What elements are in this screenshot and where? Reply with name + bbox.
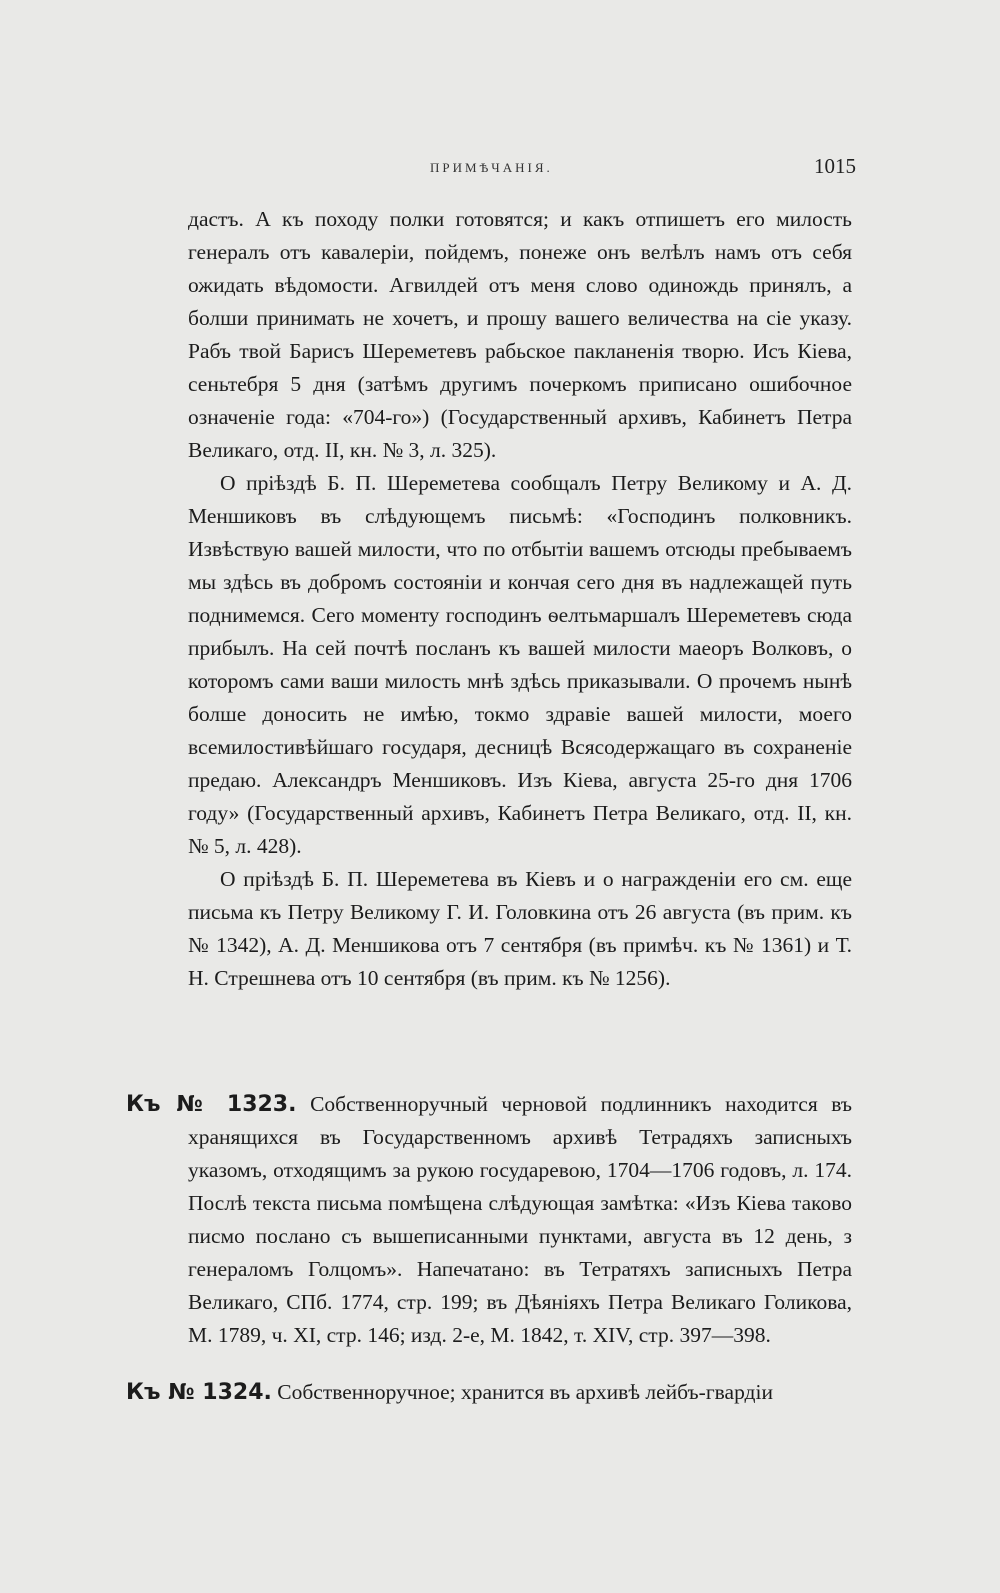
paragraph-menshikov-letter: О пріѣздѣ Б. П. Шереметева сообщалъ Петру Великому и А. Д. Меншиковъ въ слѣдующемъ письмѣ: «Господинъ полковникъ. Извѣствую вашей милости, что по отбытіи вашемъ отсюды пребываемъ мы здѣсь въ добромъ состояніи и кончая сего дня въ надлежащей путь поднимемся. Сего моменту господинъ ѳелтьмаршалъ Шереметевъ сюда прибылъ. На сей почтѣ посланъ къ вашей милости маеоръ Волковъ, о которомъ сами ваши милость мнѣ здѣсь приказывали. О прочемъ нынѣ болше доносить не имѣю, токмо здравіе вашей милости, моего всемилостивѣйшаго государя, десницѣ Всясодержащаго въ сохраненіе предаю. Александръ Меншиковъ. Изъ Кіева, августа 25-го дня 1706 году» (Государственный архивъ, Кабинетъ Петра Великаго, отд. II, кн. № 5, л. 428). — [188, 471, 852, 858]
body-text — [188, 203, 852, 995]
running-title: ПРИМѢЧАНІЯ. — [430, 160, 553, 175]
note-entry-1323 — [126, 1088, 852, 1352]
page-header — [188, 154, 856, 188]
page-number: 1015 — [814, 154, 856, 178]
entry-label: Къ № 1323. — [126, 1092, 297, 1117]
paragraph-sheremetev-arrival: О пріѣздѣ Б. П. Шереметева въ Кіевъ и о награжденіи его см. еще письма къ Петру Великому Г. И. Головкина отъ 26 августа (въ прим. къ № 1342), А. Д. Меншикова отъ 7 сентября (въ примѣч. къ № 1361) и Т. Н. Стрешнева отъ 10 сентября (въ прим. къ № 1256). — [188, 867, 852, 990]
entry-label: Къ № 1324. — [126, 1380, 272, 1405]
entry-text: Собственноручное; хранится въ архивѣ лейбъ-гвардіи — [277, 1380, 773, 1404]
note-entry-1324 — [126, 1376, 852, 1409]
entry-text: Собственноручный черновой подлинникъ находится въ хранящихся въ Государственномъ архивѣ Тетрадяхъ записныхъ указомъ, отходящимъ за рукою государевою, 1704—1706 годовъ, л. 174. Послѣ текста письма помѣщена слѣдующая замѣтка: «Изъ Кіева таково писмо послано съ вышеписанными пунктами, августа въ 12 день, з генераломъ Голцомъ». Напечатано: въ Тетратяхъ записныхъ Петра Великаго, СПб. 1774, стр. 199; въ Дѣяніяхъ Петра Великаго Голикова, М. 1789, ч. XI, стр. 146; изд. 2-е, М. 1842, т. XIV, стр. 397—398. — [188, 1092, 853, 1347]
paragraph-continuation: дастъ. А къ походу полки готовятся; и какъ отпишетъ его милость генералъ отъ кавалеріи, пойдемъ, понеже онъ велѣлъ намъ отъ себя ожидать вѣдомости. Агвилдей отъ меня слово одинождь принялъ, а болши принимать не хочетъ, и прошу вашего величества на сіе указу. Рабъ твой Барисъ Шереметевъ рабьское пакланенія творю. Исъ Кіева, сеньтебря 5 дня (затѣмъ другимъ почеркомъ приписано ошибочное означеніе года: «704-го») (Государственный архивъ, Кабинетъ Петра Великаго, отд. II, кн. № 3, л. 325). — [188, 207, 852, 462]
